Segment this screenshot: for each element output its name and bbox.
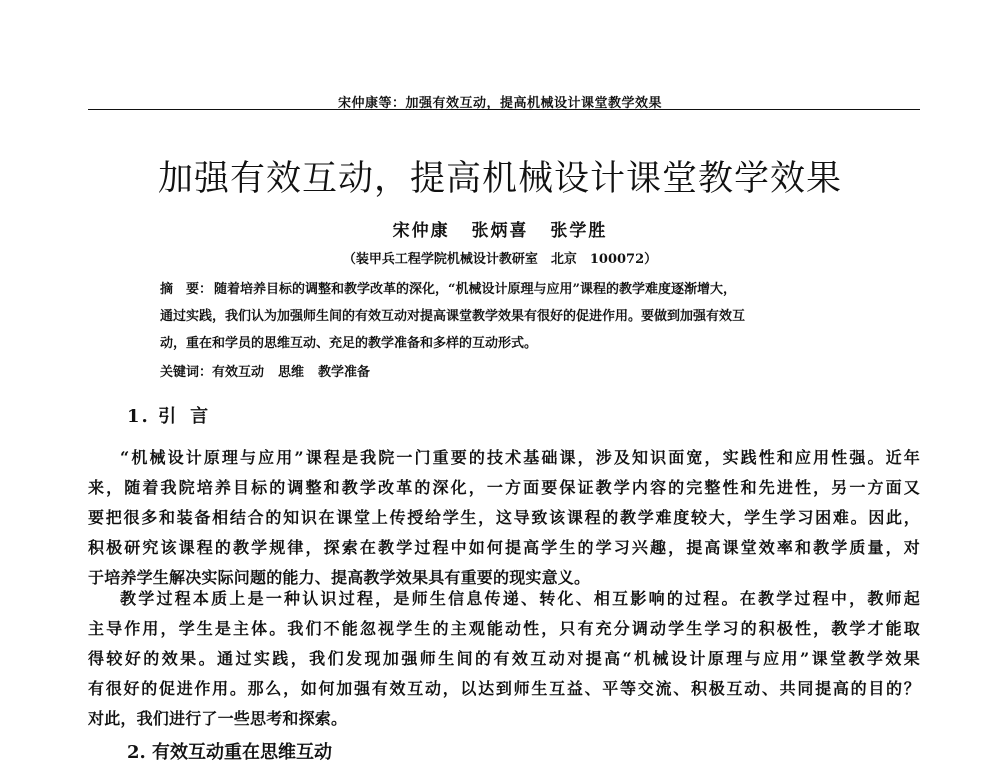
abstract xyxy=(160,276,860,357)
keyword: 有效互动 xyxy=(212,365,265,380)
body-paragraph xyxy=(88,443,920,593)
author-name: 张炳喜 xyxy=(471,221,529,241)
paragraph-line: 主导作用，学生是主体。我们不能忽视学生的主观能动性，只有充分调动学生学习的积极性，教学才能取 xyxy=(88,619,920,638)
paragraph-line: “机械设计原理与应用”课程是我院一门重要的技术基础课，涉及知识面宽，实践性和应用性强。近年 xyxy=(120,448,920,467)
section-heading-introduction xyxy=(127,402,210,428)
author-list xyxy=(0,216,1000,241)
keywords-label: 关键词： xyxy=(160,365,213,380)
paragraph-line: 积极研究该课程的教学规律，探索在教学过程中如何提高学生的学习兴趣，提高课堂效率和教学质量，对 xyxy=(88,538,920,557)
abstract-label: 摘 要： xyxy=(160,282,213,297)
header-rule xyxy=(88,109,920,110)
section-title-part: 引 xyxy=(158,406,179,427)
paragraph-line: 对此，我们进行了一些思考和探索。 xyxy=(88,709,348,728)
paragraph-line: 得较好的效果。通过实践，我们发现加强师生间的有效互动对提高“机械设计原理与应用”课堂教学效果 xyxy=(88,649,920,668)
paragraph-line: 有很好的促进作用。那么，如何加强有效互动，以达到师生互益、平等交流、积极互动、共同提高的目的？ xyxy=(88,679,920,698)
paragraph-line: 要把很多和装备相结合的知识在课堂上传授给学生，这导致该课程的教学难度较大，学生学习困难。因此， xyxy=(88,508,920,527)
section-title-part: 言 xyxy=(190,406,211,427)
keyword: 教学准备 xyxy=(318,365,371,380)
paragraph-line: 来，随着我院培养目标的调整和教学改革的深化，一方面要保证教学内容的完整性和先进性，另一方面又 xyxy=(88,478,920,497)
running-header: 宋仲康等：加强有效互动，提高机械设计课堂教学效果 xyxy=(337,96,662,111)
keyword: 思维 xyxy=(278,365,305,380)
section-heading-interaction: 2. 有效互动重在思维互动 xyxy=(127,742,333,763)
body-paragraph xyxy=(88,584,920,734)
paper-title: 加强有效互动，提高机械设计课堂教学效果 xyxy=(157,159,842,199)
paragraph-line: 教学过程本质上是一种认识过程，是师生信息传递、转化、相互影响的过程。在教学过程中，教师起 xyxy=(120,589,920,608)
keywords xyxy=(160,361,860,380)
abstract-line xyxy=(160,276,860,303)
paragraph-line: 于培养学生解决实际问题的能力、提高教学效果具有重要的现实意义。 xyxy=(88,568,591,587)
abstract-text: 随着培养目标的调整和教学改革的深化，“机械设计原理与应用”课程的教学难度逐渐增大， xyxy=(214,282,736,297)
abstract-line: 通过实践，我们认为加强师生间的有效互动对提高课堂教学效果有很好的促进作用。要做到加强有效互 xyxy=(160,309,746,324)
author-name: 宋仲康 xyxy=(392,221,450,241)
affiliation: （装甲兵工程学院机械设计教研室 北京 100072） xyxy=(342,252,658,267)
abstract-line: 动，重在和学员的思维互动、充足的教学准备和多样的互动形式。 xyxy=(160,336,538,351)
section-number: 1. xyxy=(127,406,150,427)
author-name: 张学胜 xyxy=(550,221,608,241)
